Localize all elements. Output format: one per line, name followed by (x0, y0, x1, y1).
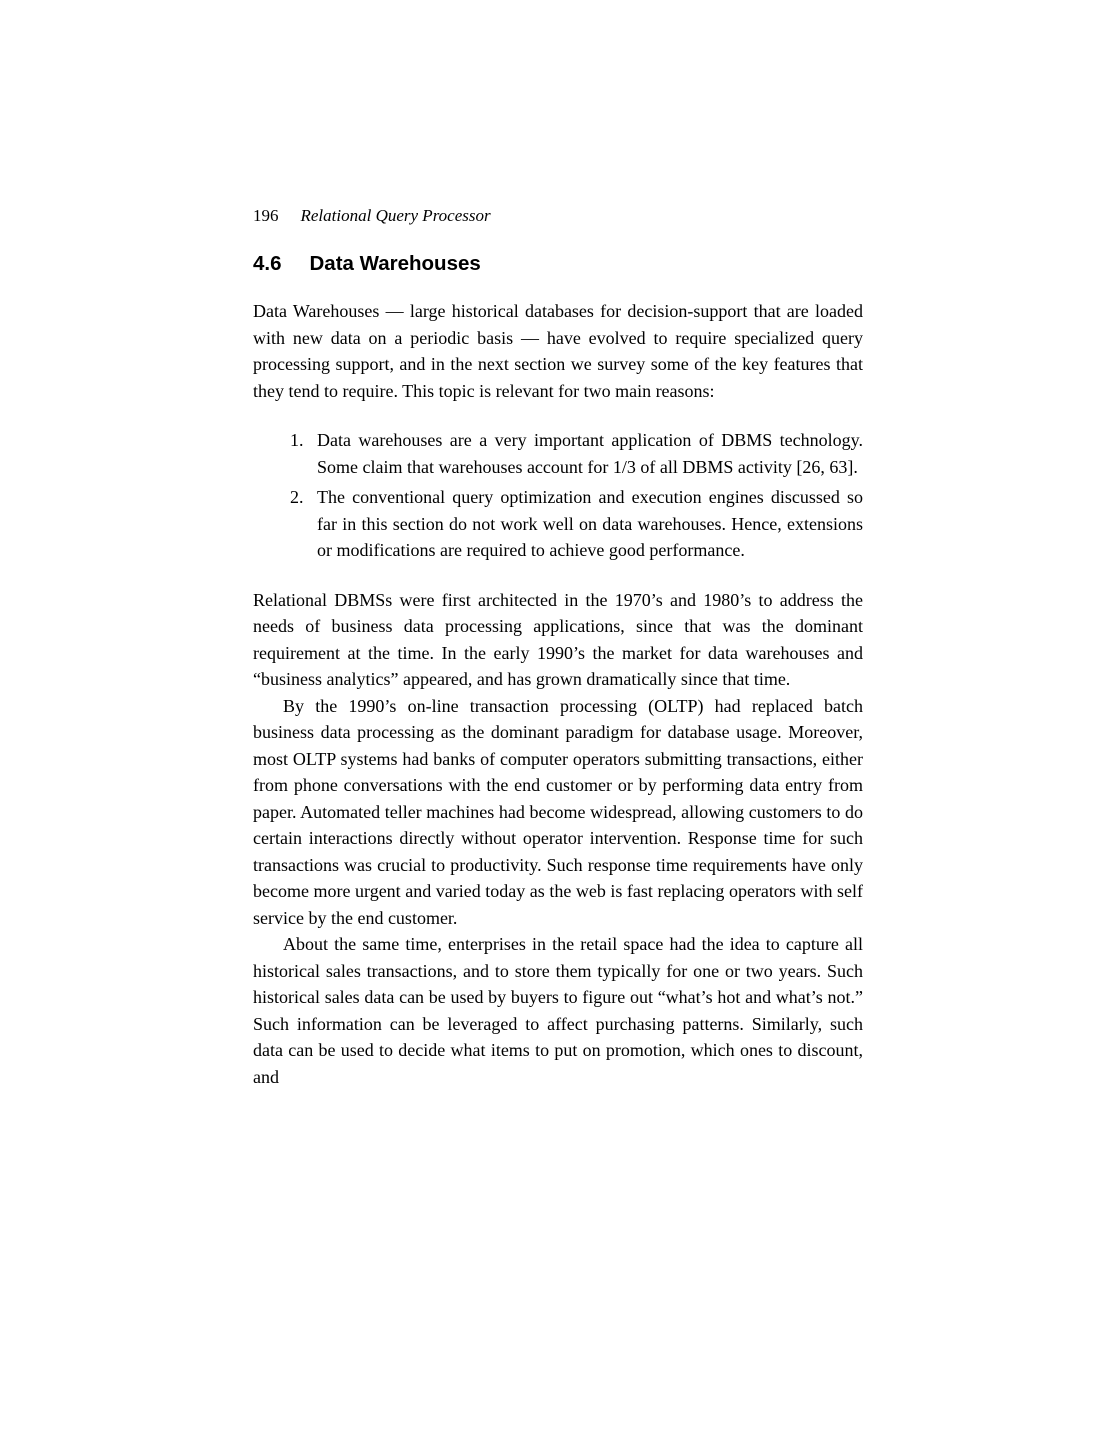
intro-paragraph: Data Warehouses — large historical databases for decision-support that are loaded with new data on a periodic basis — have evolved to require specialized query processing support, and in the next section we survey some of the key features that they tend to require. This topic is relevant for two main reasons: (253, 301, 863, 401)
running-title: Relational Query Processor (300, 206, 491, 225)
list-item-text: Data warehouses are a very important application of DBMS technology. Some claim that warehouses account for 1/3 of all DBMS activity [26, 63]. (317, 430, 863, 477)
list-item-text: The conventional query optimization and execution engines discussed so far in this section do not work well on data warehouses. Hence, extensions or modifications are required to achieve good performance. (317, 487, 863, 560)
running-head (253, 206, 863, 226)
ordered-list (253, 427, 863, 564)
section-heading (253, 252, 863, 276)
page-number: 196 (253, 206, 279, 225)
body-text (253, 298, 863, 1090)
list-item-number: 1. (290, 430, 304, 450)
body-paragraph: By the 1990’s on-line transaction processing (OLTP) had replaced batch business data processing as the dominant paradigm for database usage. Moreover, most OLTP systems had banks of computer operators submitting transactions, either from phone conversations with the end customer or by performing data entry from paper. Automated teller machines had become widespread, allowing customers to do certain interactions directly without operator intervention. Response time for such transactions was crucial to productivity. Such response time requirements have only become more urgent and varied today as the web is fast replacing operators with self service by the end customer. (253, 695, 863, 928)
page-content (253, 206, 863, 1090)
section-title: Data Warehouses (309, 252, 481, 275)
section-number: 4.6 (253, 252, 282, 275)
list-item (253, 484, 863, 564)
body-paragraph: About the same time, enterprises in the retail space had the idea to capture all historical sales transactions, and to store them typically for one or two years. Such historical sales data can be used by buyers to figure out “what’s hot and what’s not.” Such information can be leveraged to affect purchasing patterns. Similarly, such data can be used to decide what items to put on promotion, which ones to discount, and (253, 934, 863, 1087)
body-paragraph: Relational DBMSs were first architected in the 1970’s and 1980’s to address the needs of business data processing applications, since that was the dominant requirement at the time. In the early 1990’s the market for data warehouses and “business analytics” appeared, and has grown dramatically since that time. (253, 589, 863, 689)
list-item-number: 2. (290, 487, 304, 507)
list-item (253, 427, 863, 480)
